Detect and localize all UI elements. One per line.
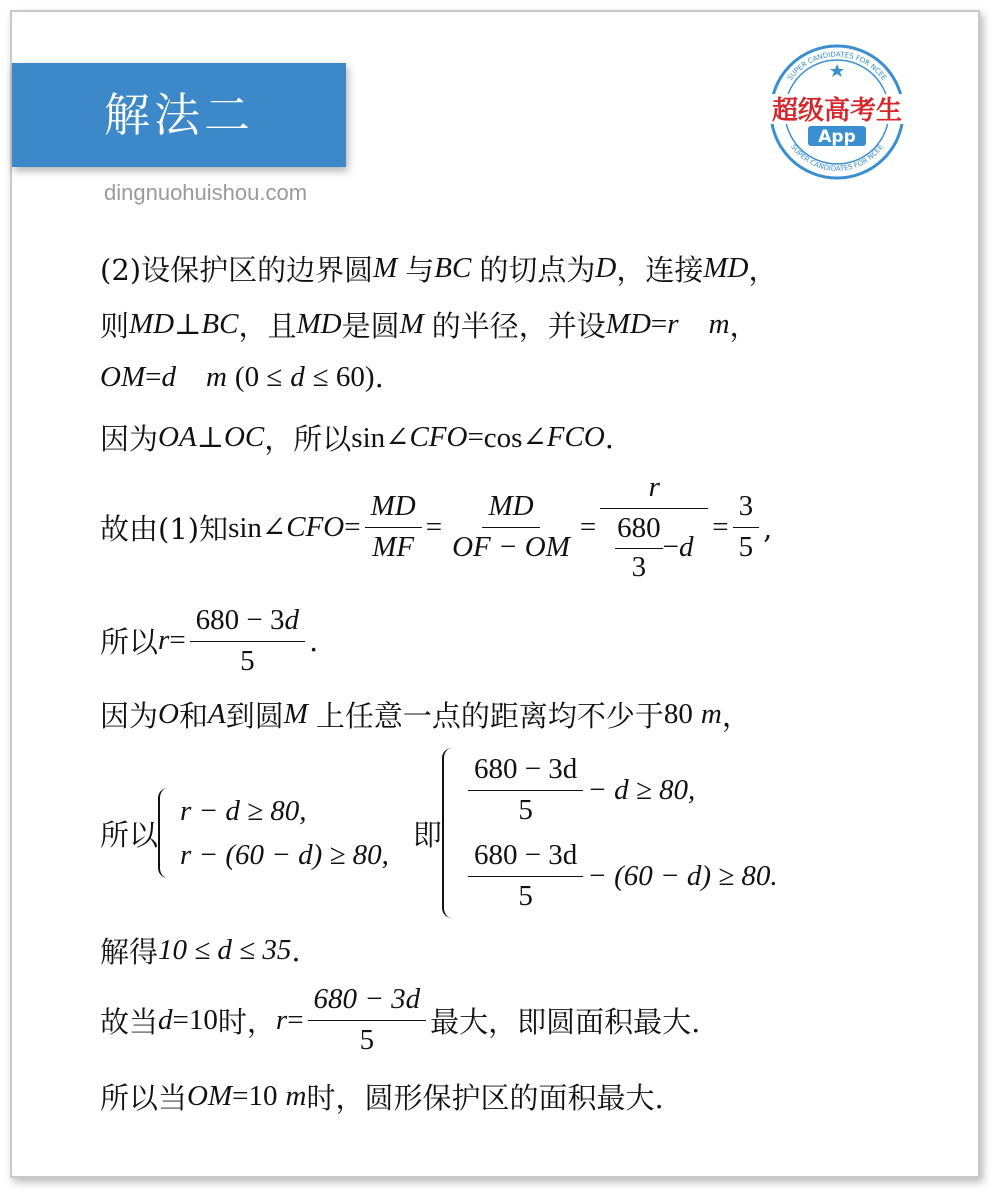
- line-10: 故当 d =10 时， r = $\frac{680 - 3d}{5}$ 最大，即圆面积最大.: [100, 983, 701, 1056]
- line-8: 所以 r − d ≥ 80, r − (60 − d) ≥ 80, 即 $\frac{680 - 3d}{5}$ − d ≥ 80, $\frac{680 - 3d}{5}$ − (60 − d) ≥ 80.: [100, 747, 778, 919]
- line-11: 所以当 OM =10 m 时，圆形保护区的面积最大.: [100, 1080, 664, 1115]
- fraction-md-of-om: $\frac{MD}{OF - OM}$: [452, 490, 570, 564]
- inequality-system-1: r − d ≥ 80, r − (60 − d) ≥ 80,: [158, 788, 389, 878]
- logo-main-text: 超级高考生: [771, 96, 903, 126]
- inequality-system-2: $\frac{680 - 3d}{5}$ − d ≥ 80, $\frac{680 - 3d}{5}$ − (60 − d) ≥ 80.: [442, 747, 778, 919]
- line-9: 解得 10 ≤ d ≤ 35 .: [100, 933, 301, 969]
- solution-card: [10, 10, 980, 1178]
- line-6: 所以 r = $\frac{680 - 3d}{5}$ .: [100, 604, 319, 677]
- fraction-md-mf: $\frac{MD}{MF}$: [365, 491, 422, 564]
- fraction-r-complex: r $\frac{680}{3}$ − d: [600, 472, 708, 584]
- app-logo: [762, 42, 912, 182]
- banner-title: 解法二: [12, 63, 346, 167]
- line-4: 因为 OA ⊥ OC ，所以 sin∠ CFO = cos∠ FCO .: [100, 420, 614, 456]
- fraction-3-5: $\frac{3}{5}$: [733, 491, 760, 564]
- watermark: dingnuohuishou.com: [104, 180, 308, 205]
- line-2: 则 MD ⊥ BC ，且 MD 是圆 M 的半径，并设 MD = r m ，: [100, 308, 759, 343]
- line-1: (2)设保护区的边界圆 M 与 BC 的切点为 D ，连接 MD ，: [100, 252, 778, 287]
- logo-ring-top: SUPER CANDIDATES FOR NCEE: [785, 50, 889, 83]
- line-3: OM = d m (0 ≤ d ≤ 60) .: [100, 360, 384, 394]
- logo-ring-bottom: SUPER CANDIDATES FOR NCEE: [789, 142, 885, 173]
- line-5: 故由(1)知 sin∠ CFO = $\frac{MD}{MF}$ = $\frac{MD}{OF - OM}$ = r $\frac{680}{3}$ − d = $\frac{3}{5}$ ,: [100, 471, 773, 583]
- logo-sub-text: App: [818, 127, 856, 147]
- line-7: 因为 O 和 A 到圆 M 上任意一点的距离均不少于 80 m ，: [100, 698, 751, 733]
- fraction-r-value: $\frac{680 - 3d}{5}$: [190, 604, 305, 678]
- fraction-r-max: $\frac{680 - 3d}{5}$: [308, 984, 427, 1057]
